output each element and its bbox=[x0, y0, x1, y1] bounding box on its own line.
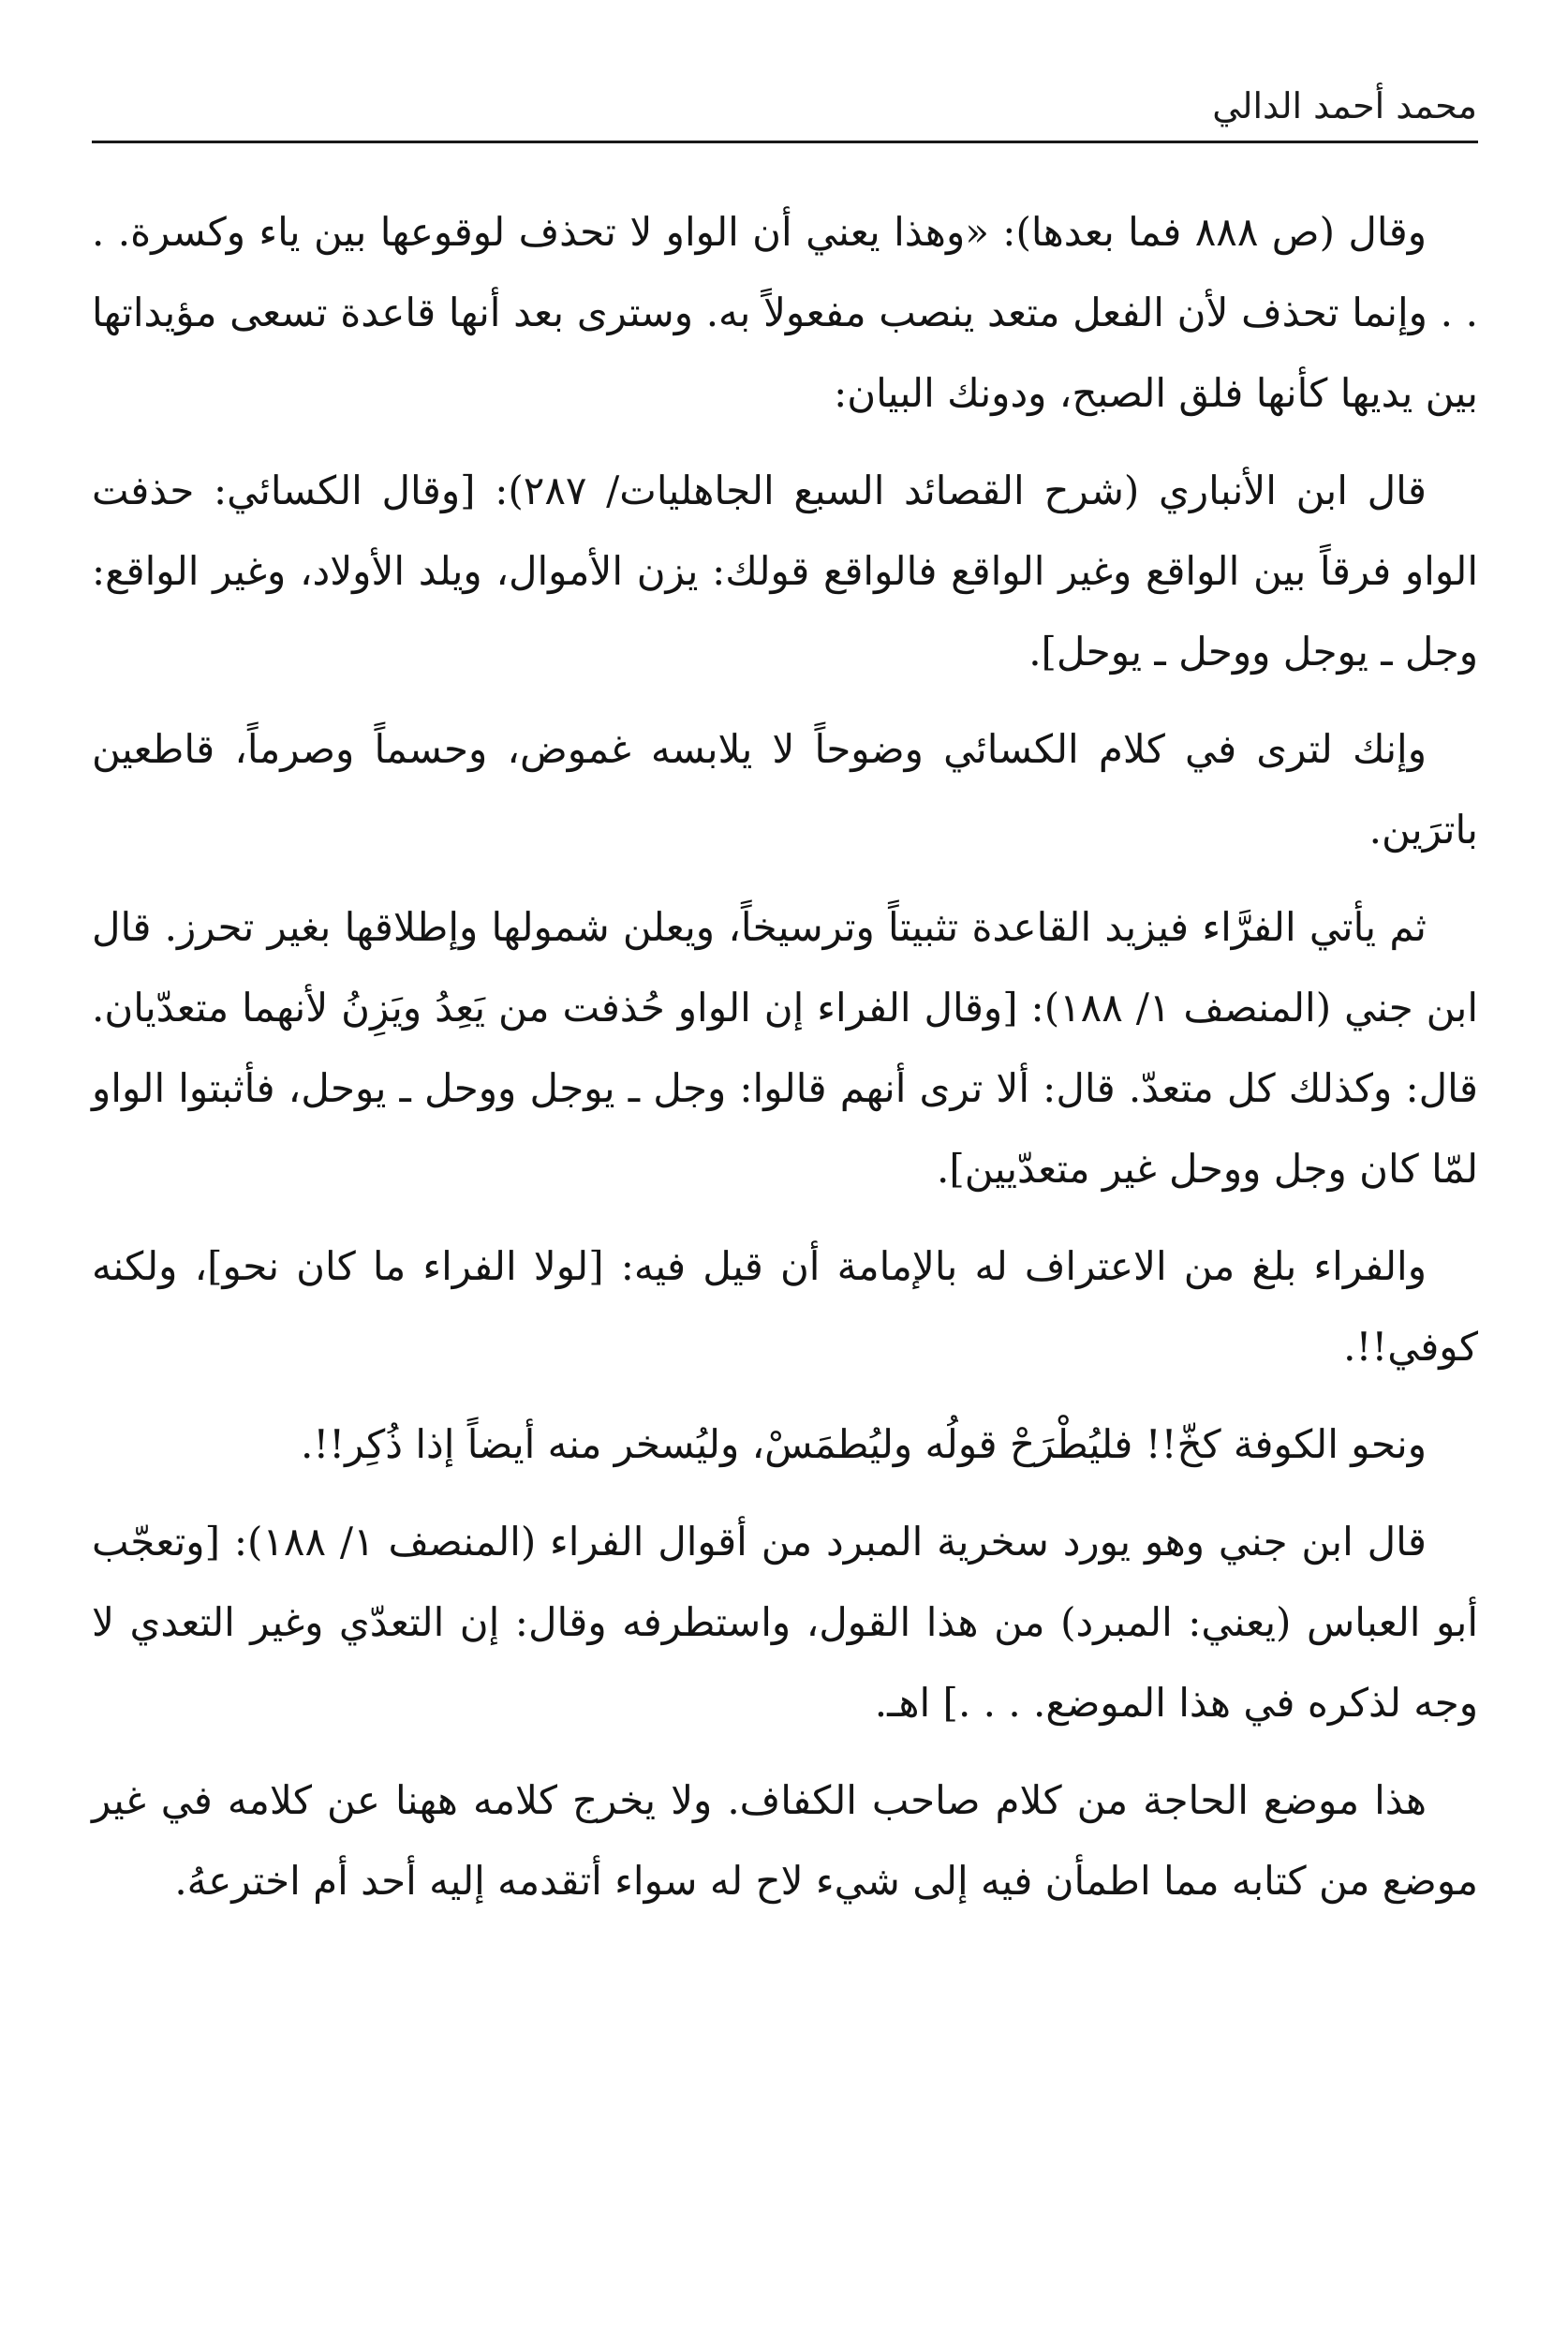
header-rule bbox=[92, 141, 1478, 143]
paragraph-4: ثم يأتي الفرَّاء فيزيد القاعدة تثبيتاً وترسيخاً، ويعلن شمولها وإطلاقها بغير تحرز. قال ابن جني (المنصف ١/ ١٨٨): [وقال الفراء إن الواو حُذفت من يَعِدُ ويَزِنُ لأنهما متعدّيان. قال: وكذلك كل متعدّ. قال: ألا ترى أنهم قالوا: وجل ـ يوجل ووحل ـ يوحل، فأثبتوا الواو لمّا كان وجل ووحل غير متعدّيين]. bbox=[92, 904, 1478, 1192]
paragraph-5: والفراء بلغ من الاعتراف له بالإمامة أن قيل فيه: [لولا الفراء ما كان نحو]، ولكنه كوفي!!. bbox=[92, 1243, 1478, 1370]
paragraph-7: قال ابن جني وهو يورد سخرية المبرد من أقوال الفراء (المنصف ١/ ١٨٨): [وتعجّب أبو العباس (يعني: المبرد) من هذا القول، واستطرفه وقال: إن التعدّي وغير التعدي لا وجه لذكره في هذا الموضع. . . .] اهـ. bbox=[92, 1519, 1478, 1726]
paragraph-8: هذا موضع الحاجة من كلام صاحب الكفاف. ولا يخرج كلامه ههنا عن كلامه في غير موضع من كتابه مما اطمأن فيه إلى شيء لاح له سواء أتقدمه إليه أحد أم اخترعهُ. bbox=[92, 1777, 1478, 1904]
running-header-author: محمد أحمد الدالي bbox=[1212, 85, 1477, 126]
paragraph-3: وإنك لترى في كلام الكسائي وضوحاً لا يلابسه غموض، وحسماً وصرماً، قاطعين باترَين. bbox=[92, 726, 1478, 853]
body-text bbox=[92, 192, 1478, 1938]
paragraph-1: وقال (ص ٨٨٨ فما بعدها): «وهذا يعني أن الواو لا تحذف لوقوعها بين ياء وكسرة. . . . وإنما تحذف لأن الفعل متعد ينصب مفعولاً به. وسترى بعد أنها قاعدة تسعى مؤيداتها بين يديها كأنها فلق الصبح، ودونك البيان: bbox=[92, 209, 1478, 416]
paragraph-6: ونحو الكوفة كخّ!! فليُطْرَحْ قولُه وليُطمَسْ، وليُسخر منه أيضاً إذا ذُكِر!!. bbox=[301, 1421, 1427, 1467]
paragraph-2: قال ابن الأنباري (شرح القصائد السبع الجاهليات/ ٢٨٧): [وقال الكسائي: حذفت الواو فرقاً بين الواقع وغير الواقع فالواقع قولك: يزن الأموال، ويلد الأولاد، وغير الواقع: وجل ـ يوجل ووحل ـ يوحل]. bbox=[92, 467, 1478, 675]
